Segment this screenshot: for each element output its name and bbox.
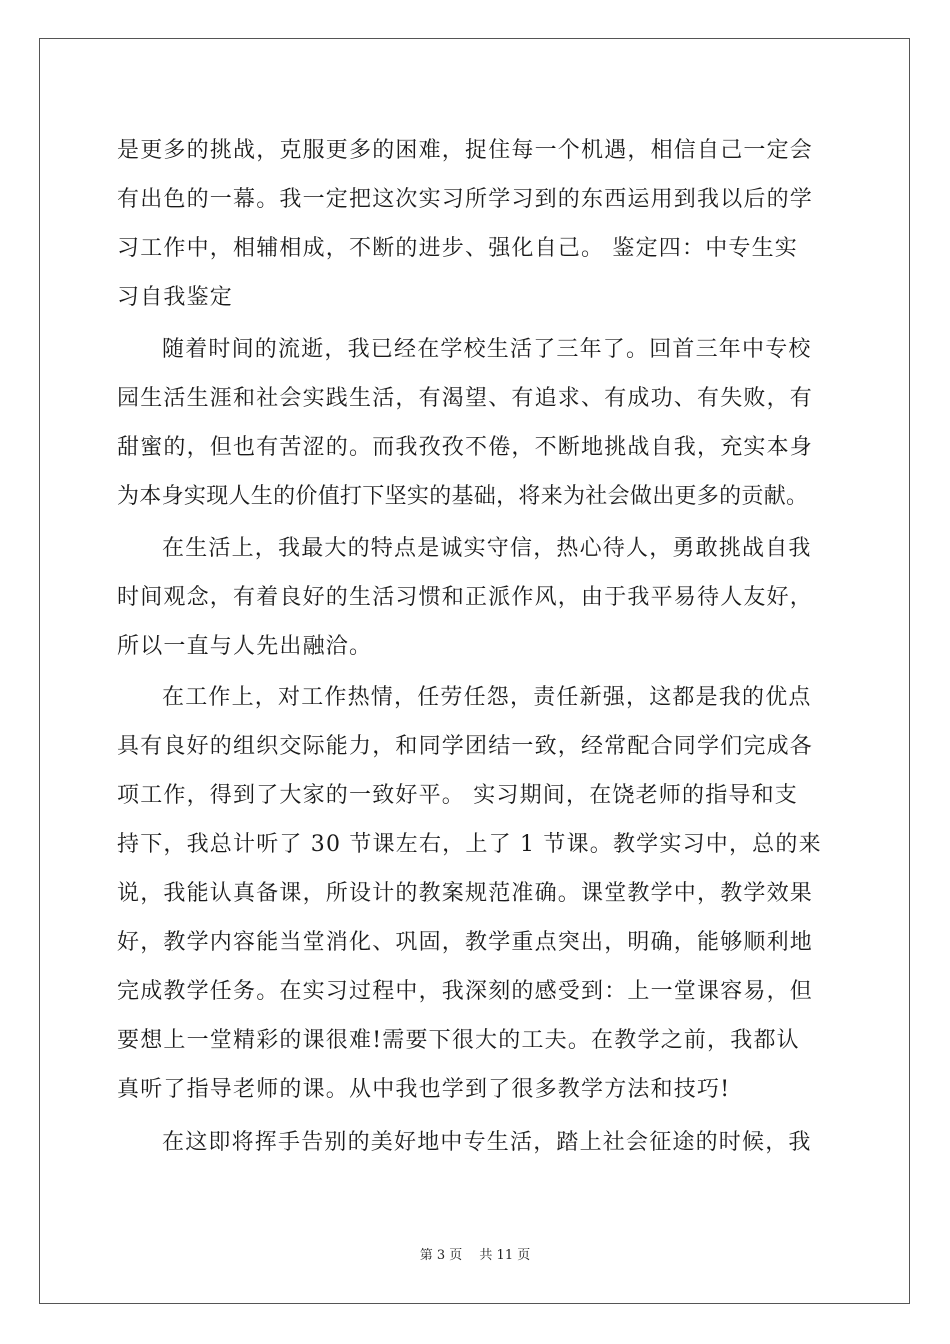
text-line: 持下，我总计听了 30 节课左右，上了 1 节课。教学实习中，总的来 [117,832,822,857]
page-number-footer: 第 3 页 共 11 页 [419,1248,531,1263]
text-line: 甜蜜的，但也有苦涩的。而我孜孜不倦，不断地挑战自我，充实本身 [117,435,814,460]
paragraph-first-line: 在这即将挥手告别的美好地中专生活，踏上社会征途的时候，我 [162,1130,812,1155]
text-line: 是更多的挑战，克服更多的困难，捉住每一个机遇，相信自己一定会 [117,138,814,163]
text-line: 园生活生涯和社会实践生活，有渴望、有追求、有成功、有失败，有 [117,386,814,411]
text-line: 习自我鉴定 [117,285,234,310]
text-line: 具有良好的组织交际能力，和同学团结一致，经常配合同学们完成各 [117,734,814,759]
paragraph-first-line: 在生活上，我最大的特点是诚实守信，热心待人，勇敢挑战自我 [162,536,812,561]
text-line: 项工作，得到了大家的一致好平。 实习期间，在饶老师的指导和支 [117,783,798,808]
text-line: 好，教学内容能当堂消化、巩固，教学重点突出，明确，能够顺利地 [117,930,814,955]
text-line: 所以一直与人先出融洽。 [117,634,373,659]
text-line: 为本身实现人生的价值打下坚实的基础，将来为社会做出更多的贡献。 [117,484,809,509]
paragraph-first-line: 在工作上，对工作热情，任劳任怨，责任新强，这都是我的优点 [162,685,812,710]
page-border [39,38,910,1304]
text-line: 有出色的一幕。我一定把这次实习所学习到的东西运用到我以后的学 [117,187,814,212]
text-line: 真听了指导老师的课。从中我也学到了很多教学方法和技巧! [117,1077,731,1102]
text-line: 要想上一堂精彩的课很难!需要下很大的工夫。在教学之前，我都认 [117,1028,800,1053]
text-line: 时间观念，有着良好的生活习惯和正派作风，由于我平易待人友好， [117,585,814,610]
paragraph-first-line: 随着时间的流逝，我已经在学校生活了三年了。回首三年中专校 [162,337,812,362]
text-line: 完成教学任务。在实习过程中，我深刻的感受到：上一堂课容易，但 [117,979,814,1004]
text-line: 说，我能认真备课，所设计的教案规范准确。课堂教学中，教学效果 [117,881,814,906]
text-line: 习工作中，相辅相成，不断的进步、强化自己。 鉴定四：中专生实 [117,236,798,261]
